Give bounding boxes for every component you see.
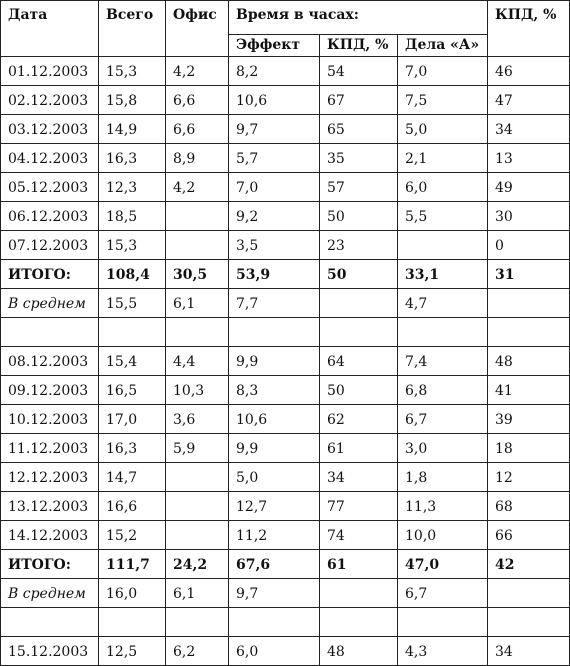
cell-date — [1, 608, 99, 637]
cell-date — [1, 318, 99, 347]
cell-tasks-a — [398, 231, 488, 260]
cell-kpd-total: 48 — [488, 347, 570, 376]
table-row — [1, 318, 570, 347]
cell-kpd-total: 30 — [488, 202, 570, 231]
table-row — [1, 521, 570, 550]
cell-date: 12.12.2003 — [1, 463, 99, 492]
cell-date: 02.12.2003 — [1, 86, 99, 115]
cell-effect: 9,7 — [229, 115, 320, 144]
cell-effect: 9,9 — [229, 434, 320, 463]
cell-kpd: 50 — [320, 376, 398, 405]
cell-tasks-a: 7,5 — [398, 86, 488, 115]
cell-kpd — [320, 579, 398, 608]
cell-date: В среднем — [1, 579, 99, 608]
table-body — [1, 57, 570, 666]
table-row — [1, 231, 570, 260]
cell-kpd-total: 46 — [488, 57, 570, 86]
cell-date: ИТОГО: — [1, 260, 99, 289]
cell-office: 6,6 — [166, 86, 229, 115]
cell-kpd: 54 — [320, 57, 398, 86]
cell-tasks-a: 3,0 — [398, 434, 488, 463]
header-time-group: Время в часах: — [229, 1, 488, 35]
cell-total: 16,5 — [99, 376, 166, 405]
cell-date: 04.12.2003 — [1, 144, 99, 173]
cell-effect: 7,7 — [229, 289, 320, 318]
cell-tasks-a: 11,3 — [398, 492, 488, 521]
cell-effect: 8,3 — [229, 376, 320, 405]
cell-total: 17,0 — [99, 405, 166, 434]
cell-office — [166, 202, 229, 231]
cell-tasks-a: 2,1 — [398, 144, 488, 173]
cell-kpd-total: 31 — [488, 260, 570, 289]
cell-office: 8,9 — [166, 144, 229, 173]
cell-kpd: 35 — [320, 144, 398, 173]
header-tasks-a: Дела «А» — [398, 35, 488, 57]
cell-kpd-total: 18 — [488, 434, 570, 463]
cell-office: 4,2 — [166, 173, 229, 202]
cell-tasks-a: 6,8 — [398, 376, 488, 405]
cell-effect: 53,9 — [229, 260, 320, 289]
cell-office — [166, 492, 229, 521]
cell-total: 16,6 — [99, 492, 166, 521]
cell-office: 6,2 — [166, 637, 229, 666]
cell-total — [99, 608, 166, 637]
cell-tasks-a: 7,0 — [398, 57, 488, 86]
cell-date: 08.12.2003 — [1, 347, 99, 376]
table-row — [1, 86, 570, 115]
cell-kpd: 65 — [320, 115, 398, 144]
cell-date: 07.12.2003 — [1, 231, 99, 260]
cell-office: 30,5 — [166, 260, 229, 289]
table-row — [1, 463, 570, 492]
cell-office: 5,9 — [166, 434, 229, 463]
cell-tasks-a: 6,0 — [398, 173, 488, 202]
cell-total: 16,3 — [99, 144, 166, 173]
table-row — [1, 347, 570, 376]
cell-total — [99, 318, 166, 347]
cell-tasks-a: 1,8 — [398, 463, 488, 492]
cell-kpd-total: 66 — [488, 521, 570, 550]
cell-kpd: 64 — [320, 347, 398, 376]
cell-date: 10.12.2003 — [1, 405, 99, 434]
cell-date: 15.12.2003 — [1, 637, 99, 666]
cell-kpd: 50 — [320, 202, 398, 231]
cell-total: 15,4 — [99, 347, 166, 376]
cell-total: 16,0 — [99, 579, 166, 608]
cell-office: 4,2 — [166, 57, 229, 86]
cell-office: 4,4 — [166, 347, 229, 376]
header-kpd-total: КПД, % — [488, 1, 570, 57]
cell-kpd: 23 — [320, 231, 398, 260]
cell-kpd-total: 49 — [488, 173, 570, 202]
cell-effect: 8,2 — [229, 57, 320, 86]
cell-kpd: 77 — [320, 492, 398, 521]
cell-effect — [229, 608, 320, 637]
cell-kpd-total: 34 — [488, 637, 570, 666]
cell-effect: 11,2 — [229, 521, 320, 550]
cell-date: 05.12.2003 — [1, 173, 99, 202]
table-row — [1, 637, 570, 666]
cell-effect: 9,9 — [229, 347, 320, 376]
cell-kpd: 57 — [320, 173, 398, 202]
cell-tasks-a: 6,7 — [398, 579, 488, 608]
cell-kpd-total: 13 — [488, 144, 570, 173]
cell-total: 15,5 — [99, 289, 166, 318]
cell-effect: 12,7 — [229, 492, 320, 521]
cell-office: 3,6 — [166, 405, 229, 434]
table-row — [1, 289, 570, 318]
cell-total: 15,3 — [99, 57, 166, 86]
cell-date: 14.12.2003 — [1, 521, 99, 550]
cell-total: 12,5 — [99, 637, 166, 666]
cell-tasks-a: 7,4 — [398, 347, 488, 376]
cell-kpd-total — [488, 608, 570, 637]
cell-kpd: 48 — [320, 637, 398, 666]
cell-total: 14,9 — [99, 115, 166, 144]
cell-date: 11.12.2003 — [1, 434, 99, 463]
header-total: Всего — [99, 1, 166, 57]
cell-office — [166, 231, 229, 260]
cell-office — [166, 521, 229, 550]
table-row — [1, 579, 570, 608]
cell-kpd — [320, 608, 398, 637]
cell-office — [166, 318, 229, 347]
cell-effect: 6,0 — [229, 637, 320, 666]
table-row — [1, 405, 570, 434]
cell-kpd: 50 — [320, 260, 398, 289]
cell-tasks-a — [398, 608, 488, 637]
cell-total: 14,7 — [99, 463, 166, 492]
cell-kpd-total: 39 — [488, 405, 570, 434]
table-row — [1, 376, 570, 405]
cell-effect: 7,0 — [229, 173, 320, 202]
cell-date: 01.12.2003 — [1, 57, 99, 86]
cell-total: 18,5 — [99, 202, 166, 231]
cell-kpd — [320, 289, 398, 318]
cell-tasks-a: 4,7 — [398, 289, 488, 318]
cell-date: В среднем — [1, 289, 99, 318]
cell-kpd-total: 68 — [488, 492, 570, 521]
cell-effect: 9,7 — [229, 579, 320, 608]
cell-tasks-a: 10,0 — [398, 521, 488, 550]
cell-date: 06.12.2003 — [1, 202, 99, 231]
cell-date: 13.12.2003 — [1, 492, 99, 521]
cell-kpd — [320, 318, 398, 347]
cell-tasks-a: 6,7 — [398, 405, 488, 434]
header-effect: Эффект — [229, 35, 320, 57]
cell-effect — [229, 318, 320, 347]
cell-total: 111,7 — [99, 550, 166, 579]
cell-kpd: 62 — [320, 405, 398, 434]
cell-kpd: 67 — [320, 86, 398, 115]
table-row — [1, 173, 570, 202]
cell-effect: 3,5 — [229, 231, 320, 260]
cell-kpd-total: 0 — [488, 231, 570, 260]
cell-total: 12,3 — [99, 173, 166, 202]
cell-kpd: 34 — [320, 463, 398, 492]
cell-total: 15,8 — [99, 86, 166, 115]
header-row-1 — [1, 1, 570, 35]
cell-total: 15,2 — [99, 521, 166, 550]
cell-kpd: 61 — [320, 434, 398, 463]
cell-tasks-a: 5,0 — [398, 115, 488, 144]
cell-office: 6,6 — [166, 115, 229, 144]
cell-office: 10,3 — [166, 376, 229, 405]
header-date: Дата — [1, 1, 99, 57]
table-row — [1, 550, 570, 579]
cell-kpd: 74 — [320, 521, 398, 550]
cell-kpd-total: 34 — [488, 115, 570, 144]
cell-total: 16,3 — [99, 434, 166, 463]
table-row — [1, 144, 570, 173]
cell-kpd-total: 42 — [488, 550, 570, 579]
cell-date: 03.12.2003 — [1, 115, 99, 144]
table-row — [1, 202, 570, 231]
cell-kpd: 61 — [320, 550, 398, 579]
header-office: Офис — [166, 1, 229, 57]
table-row — [1, 57, 570, 86]
cell-effect: 9,2 — [229, 202, 320, 231]
cell-kpd-total: 47 — [488, 86, 570, 115]
cell-tasks-a — [398, 318, 488, 347]
cell-kpd-total: 41 — [488, 376, 570, 405]
cell-tasks-a: 5,5 — [398, 202, 488, 231]
cell-office — [166, 608, 229, 637]
cell-office: 6,1 — [166, 579, 229, 608]
cell-tasks-a: 4,3 — [398, 637, 488, 666]
cell-tasks-a: 33,1 — [398, 260, 488, 289]
cell-effect: 5,0 — [229, 463, 320, 492]
table-row — [1, 608, 570, 637]
cell-date: 09.12.2003 — [1, 376, 99, 405]
cell-kpd-total — [488, 318, 570, 347]
cell-date: ИТОГО: — [1, 550, 99, 579]
cell-effect: 5,7 — [229, 144, 320, 173]
cell-office — [166, 463, 229, 492]
cell-total: 15,3 — [99, 231, 166, 260]
table-row — [1, 260, 570, 289]
header-kpd: КПД, % — [320, 35, 398, 57]
table-row — [1, 115, 570, 144]
cell-office: 24,2 — [166, 550, 229, 579]
cell-total: 108,4 — [99, 260, 166, 289]
cell-kpd-total — [488, 579, 570, 608]
cell-office: 6,1 — [166, 289, 229, 318]
cell-effect: 10,6 — [229, 405, 320, 434]
table-row — [1, 434, 570, 463]
cell-kpd-total: 12 — [488, 463, 570, 492]
table-row — [1, 492, 570, 521]
cell-effect: 10,6 — [229, 86, 320, 115]
cell-kpd-total — [488, 289, 570, 318]
cell-tasks-a: 47,0 — [398, 550, 488, 579]
cell-effect: 67,6 — [229, 550, 320, 579]
